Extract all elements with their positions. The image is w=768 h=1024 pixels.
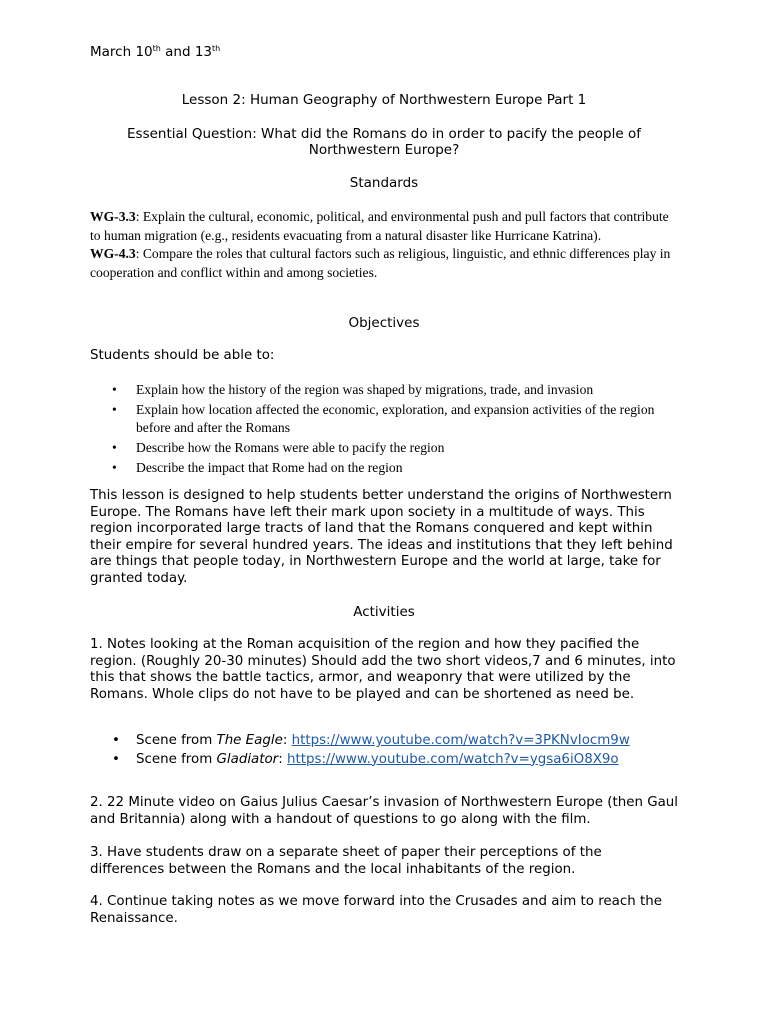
list-item: • Explain how the history of the region was shaped by migrations, trade, and invasion: [90, 381, 672, 399]
activities-heading: Activities: [353, 604, 415, 620]
lesson-title: Lesson 2: Human Geography of Northwestern Europe Part 1: [181, 92, 587, 108]
video-link-gladiator[interactable]: https://www.youtube.com/watch?v=ygsa6iO8X9o: [286, 751, 619, 767]
video-link-the-eagle[interactable]: https://www.youtube.com/watch?v=3PKNvIocm9w: [291, 733, 630, 748]
video-links-list: [90, 732, 630, 769]
essential-question: [90, 126, 678, 158]
standard-item: [90, 208, 672, 245]
standard-text: : Explain the cultural, economic, political, and environmental push and pull factors that contribute to human migration (e.g., residents evacuating from a natural disaster like Hurricane Katrina).: [90, 209, 669, 243]
activity-2: 2. 22 Minute video on Gaius Julius Caesar’s invasion of Northwestern Europe (then Gaul and Britannia) along with a handout of questions to go along with the film.: [90, 795, 679, 827]
date-line: March 10th and 13th: [90, 44, 221, 60]
essential-question-label: Essential Question: [127, 126, 253, 142]
standards-list: [90, 208, 672, 282]
objectives-heading: Objectives: [348, 315, 420, 331]
standard-text: : Compare the roles that cultural factors such as religious, linguistic, and ethnic differences play in cooperation and conflict within and among societies.: [90, 246, 671, 280]
standard-item: [90, 245, 672, 282]
activity-4: 4. Continue taking notes as we move forward into the Crusades and aim to reach the Renaissance.: [90, 894, 662, 926]
film-title: The Eagle: [216, 733, 283, 748]
list-item: • Describe the impact that Rome had on the region: [90, 459, 672, 477]
activity-3: 3. Have students draw on a separate sheet of paper their perceptions of the differences between the Romans and the local inhabitants of the region.: [90, 845, 602, 877]
list-item: • Describe how the Romans were able to pacify the region: [90, 439, 672, 457]
list-item: • Scene from The Eagle: https://www.youtube.com/watch?v=3PKNvIocm9w: [90, 732, 630, 751]
list-item: • Explain how location affected the economic, exploration, and expansion activities of the region before and after the Romans: [90, 401, 672, 437]
film-title: Gladiator: [216, 751, 279, 767]
lesson-paragraph: This lesson is designed to help students better understand the origins of Northwestern Europe. The Romans have left their mark upon society in a multitude of ways. This region incorporated large tracts of land that the Romans conquered and kept within their empire for several hundred years. The ideas and institutions that they left behind are things that people today, in Northwestern Europe and the world at large, take for granted today.: [90, 488, 673, 586]
standard-code: WG-3.3: [90, 209, 136, 224]
essential-question-text: : What did the Romans do in order to pacify the people of Northwestern Europe?: [252, 126, 641, 158]
standards-heading: Standards: [349, 175, 419, 191]
objectives-intro: Students should be able to:: [90, 348, 275, 363]
list-item: • Scene from Gladiator: https://www.youtube.com/watch?v=ygsa6iO8X9o: [90, 751, 630, 770]
objectives-list: [90, 381, 672, 479]
standard-code: WG-4.3: [90, 246, 136, 261]
activity-1: 1. Notes looking at the Roman acquisition of the region and how they pacified the region. (Roughly 20-30 minutes) Should add the two short videos,7 and 6 minutes, into this that shows the battle tactics, armor, and weaponry that were utilized by the Romans. Whole clips do not have to be played and can be shortened as need be.: [90, 637, 676, 702]
